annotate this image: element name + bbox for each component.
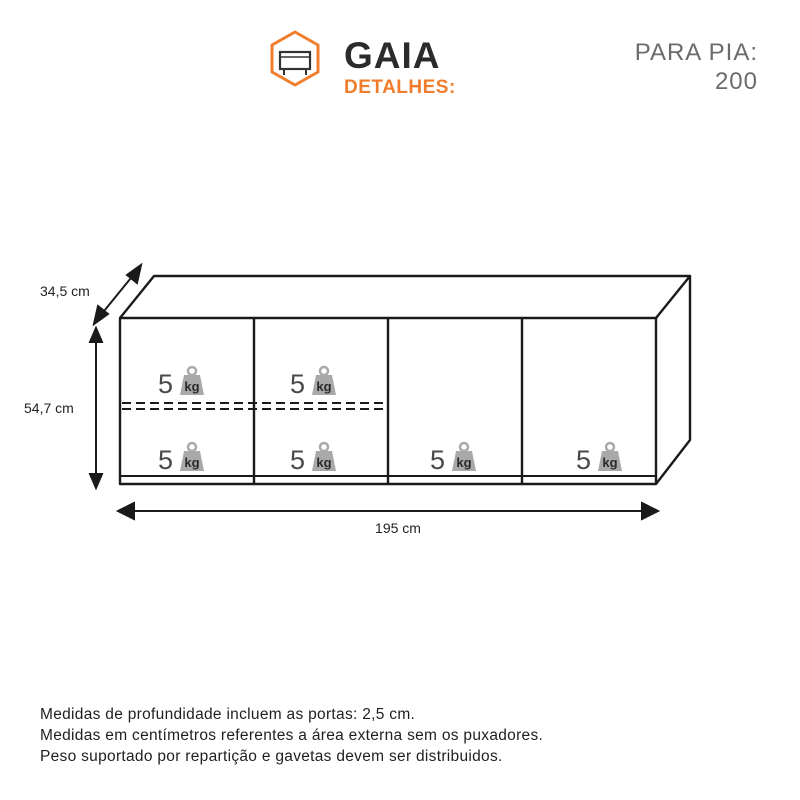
cabinet-side (656, 276, 690, 484)
width-dimension (118, 503, 658, 519)
model-label-title: PARA PIA: (634, 39, 758, 66)
cabinet-top (120, 276, 690, 318)
weight-unit: kg (316, 379, 332, 394)
brand-subtitle: DETALHES: (344, 77, 456, 98)
brand-name: GAIA (344, 35, 441, 76)
model-label-value: 200 (714, 68, 758, 95)
width-label: 195 cm (375, 520, 421, 536)
weight-unit: kg (316, 455, 332, 470)
weight-badge (576, 443, 622, 475)
note-line: Peso suportado por repartição e gavetas devem ser distribuidos. (40, 748, 503, 765)
weight-badge (290, 443, 336, 475)
weight-badges (158, 367, 622, 475)
weight-number: 5 (576, 445, 592, 475)
note-line: Medidas de profundidade incluem as portas: 2,5 cm. (40, 706, 416, 723)
weight-number: 5 (290, 369, 306, 399)
depth-label: 34,5 cm (40, 283, 90, 299)
weight-badge (290, 367, 336, 399)
weight-number: 5 (290, 445, 306, 475)
notes (40, 704, 543, 767)
weight-number: 5 (158, 369, 174, 399)
weight-unit: kg (602, 455, 618, 470)
weight-number: 5 (158, 445, 174, 475)
weight-unit: kg (456, 455, 472, 470)
weight-badge (158, 443, 204, 475)
weight-badge (430, 443, 476, 475)
height-label: 54,7 cm (24, 400, 74, 416)
note-line: Medidas em centímetros referentes a área externa sem os puxadores. (40, 727, 544, 744)
weight-number: 5 (430, 445, 446, 475)
weight-unit: kg (184, 379, 200, 394)
depth-dimension (94, 265, 141, 324)
weight-unit: kg (184, 455, 200, 470)
weight-badge (158, 367, 204, 399)
height-dimension (90, 328, 102, 488)
